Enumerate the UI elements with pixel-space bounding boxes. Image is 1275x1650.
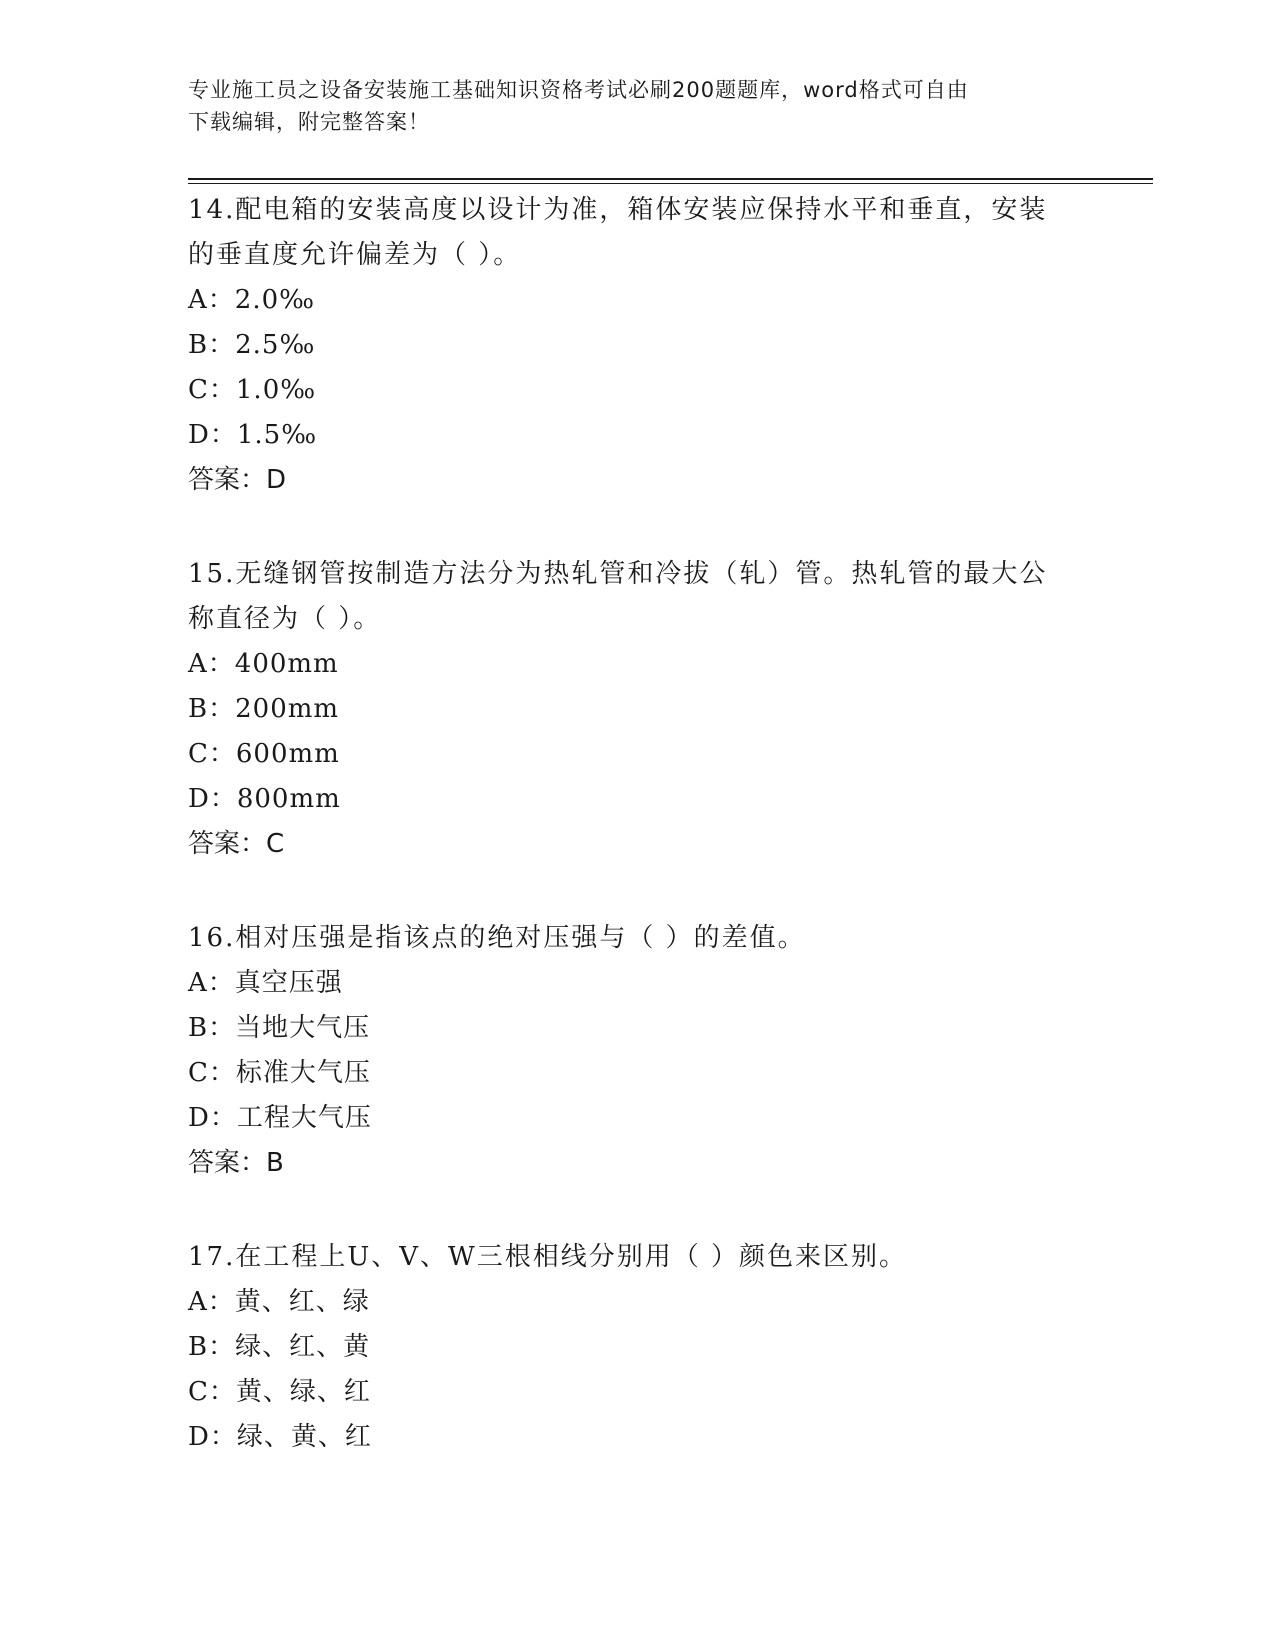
option-d: D：800mm — [188, 784, 341, 814]
question-stem-line: 17.在工程上U、V、W三根相线分别用（ ）颜色来区别。 — [188, 1242, 908, 1272]
option-c: C：黄、绿、红 — [188, 1377, 371, 1407]
header-line-2: 下载编辑，附完整答案！ — [188, 110, 430, 134]
answer-line: 答案：D — [188, 465, 287, 495]
option-d: D：1.5‰ — [188, 420, 318, 450]
question-14 — [188, 188, 1088, 503]
header-line-1: 专业施工员之设备安装施工基础知识资格考试必刷200题题库，word格式可自由 — [188, 78, 969, 102]
option-d: D：绿、黄、红 — [188, 1422, 372, 1452]
option-a: A：真空压强 — [188, 968, 343, 998]
option-a: A：400mm — [188, 649, 339, 679]
document-header — [188, 74, 1088, 138]
header-divider-thin — [188, 183, 1153, 184]
question-stem-line: 16.相对压强是指该点的绝对压强与（ ）的差值。 — [188, 923, 806, 953]
option-c: C：1.0‰ — [188, 375, 317, 405]
answer-line: 答案：C — [188, 829, 285, 859]
option-b: B：2.5‰ — [188, 330, 316, 360]
question-16 — [188, 916, 1088, 1186]
option-c: C：标准大气压 — [188, 1058, 371, 1088]
header-divider-thick — [188, 178, 1153, 180]
question-17 — [188, 1235, 1088, 1460]
option-c: C：600mm — [188, 739, 340, 769]
option-b: B：当地大气压 — [188, 1013, 371, 1043]
question-15 — [188, 552, 1088, 867]
answer-line: 答案：B — [188, 1148, 284, 1178]
option-d: D：工程大气压 — [188, 1103, 372, 1133]
question-stem-line: 称直径为（ ）。 — [188, 604, 382, 634]
option-a: A：2.0‰ — [188, 285, 316, 315]
question-stem-line: 的垂直度允许偏差为（ ）。 — [188, 240, 522, 270]
question-stem-line: 14.配电箱的安装高度以设计为准，箱体安装应保持水平和垂直，安装 — [188, 195, 1048, 225]
option-b: B：200mm — [188, 694, 340, 724]
question-stem-line: 15.无缝钢管按制造方法分为热轧管和冷拔（轧）管。热轧管的最大公 — [188, 559, 1048, 589]
option-a: A：黄、红、绿 — [188, 1287, 370, 1317]
option-b: B：绿、红、黄 — [188, 1332, 371, 1362]
